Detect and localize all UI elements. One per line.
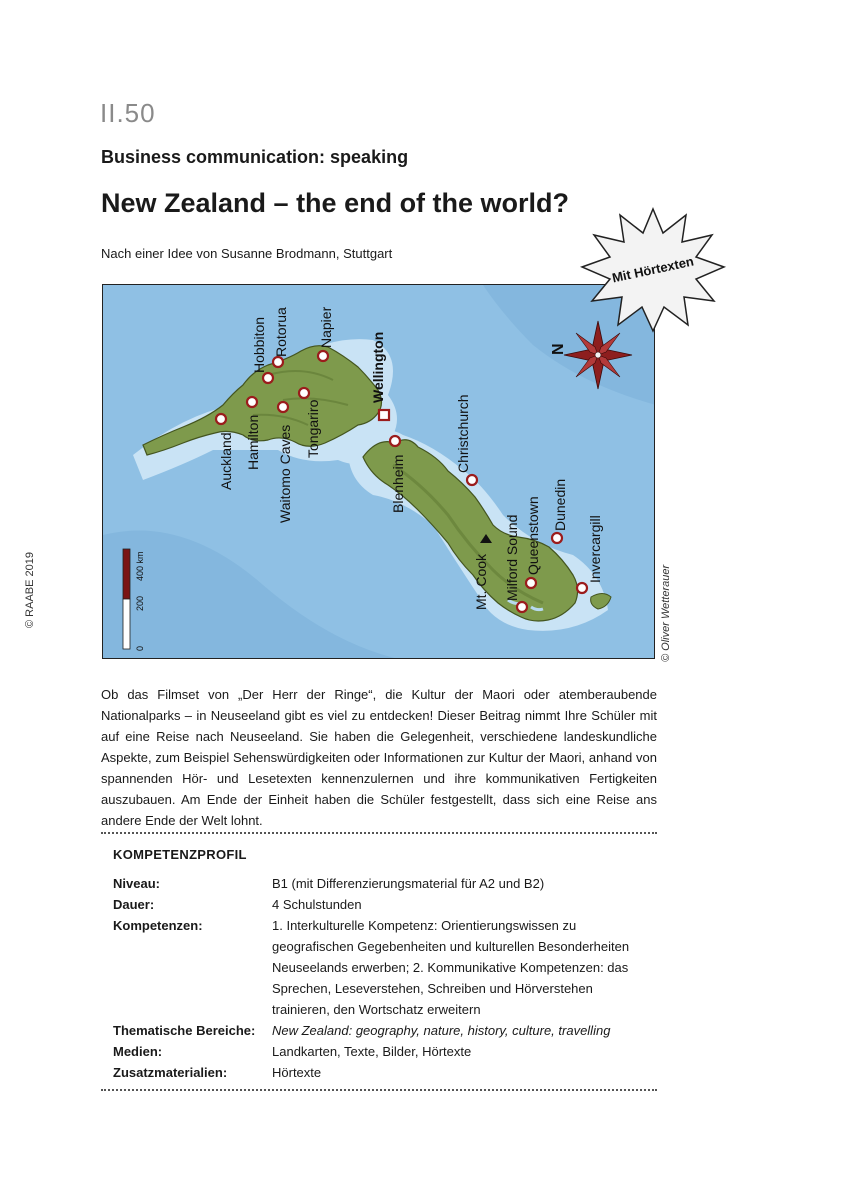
marker-wellington — [379, 410, 389, 420]
scale-label-400: 400 km — [135, 551, 145, 581]
thematisch-value: New Zealand: geography, nature, history, culture, travelling — [272, 1023, 611, 1038]
badge-label: Mit Hörtexten — [610, 253, 696, 286]
new-zealand-map — [102, 284, 655, 659]
credit-text: © Oliver Wetterauer — [660, 564, 672, 662]
dauer-value: 4 Schulstunden — [272, 897, 362, 912]
kompetenzen-value: 1. Interkulturelle Kompetenz: Orientierungswissen zu geografischen Gegebenheiten und kulturellen Besonderheiten Neuseelands erwerben; 2. Kommunikative Kompetenzen: das Sprechen, Leseverstehen, Schreiben und Hörverstehen trainieren, den Wortschatz erweitern — [272, 918, 630, 1017]
zusatz-label: Zusatzmaterialien: — [113, 1065, 228, 1080]
thematisch-label: Thematische Bereiche: — [113, 1023, 256, 1038]
zusatz-value: Hörtexte — [272, 1065, 322, 1080]
label-hobbiton: Hobbiton — [251, 316, 267, 373]
author-line: Nach einer Idee von Susanne Brodmann, Stuttgart — [101, 246, 393, 261]
marker-auckland — [216, 414, 226, 424]
label-mtcook: Mt. Cook — [473, 553, 489, 610]
marker-blenheim — [390, 436, 400, 446]
north-label: N — [550, 343, 567, 355]
hoertexte-badge — [578, 205, 728, 335]
medien-label: Medien: — [113, 1044, 163, 1059]
scale-label-0: 0 — [135, 645, 145, 651]
label-rotorua: Rotorua — [273, 307, 289, 357]
label-waitomo: Waitomo Caves — [277, 424, 293, 523]
dauer-label: Dauer: — [113, 897, 155, 912]
label-hamilton: Hamilton — [245, 414, 261, 470]
label-napier: Napier — [318, 306, 334, 348]
label-invercargill: Invercargill — [587, 515, 603, 583]
category-heading: Business communication: speaking — [101, 147, 409, 167]
copyright-text: © RAABE 2019 — [24, 552, 36, 628]
marker-christchurch — [467, 475, 477, 485]
marker-tongariro — [299, 388, 309, 398]
label-tongariro: Tongariro — [305, 399, 321, 458]
kompetenzen-label: Kompetenzen: — [113, 918, 203, 933]
niveau-value: B1 (mit Differenzierungsmaterial für A2 und B2) — [272, 876, 545, 891]
marker-queenstown — [526, 578, 536, 588]
label-auckland: Auckland — [218, 432, 234, 490]
label-christchurch: Christchurch — [455, 394, 471, 473]
label-wellington: Wellington — [370, 331, 386, 403]
label-blenheim: Blenheim — [390, 454, 406, 513]
label-queenstown: Queenstown — [525, 496, 541, 575]
kompetenzprofil-heading: KOMPETENZPROFIL — [113, 847, 247, 862]
page-title: New Zealand – the end of the world? — [101, 188, 570, 218]
scale-label-200: 200 — [135, 595, 145, 611]
medien-value: Landkarten, Texte, Bilder, Hörtexte — [272, 1044, 472, 1059]
niveau-label: Niveau: — [113, 876, 160, 891]
marker-rotorua — [273, 357, 283, 367]
label-milford: Milford Sound — [504, 514, 520, 601]
marker-napier — [318, 351, 328, 361]
divider-bottom — [101, 1089, 657, 1091]
divider-top — [101, 832, 657, 834]
marker-dunedin — [552, 533, 562, 543]
marker-waitomo — [278, 402, 288, 412]
label-dunedin: Dunedin — [552, 478, 568, 531]
unit-code: II.50 — [100, 98, 156, 128]
intro-paragraph: Ob das Filmset von „Der Herr der Ringe“, die Kultur der Maori oder atemberaubende Nationalparks – in Neuseeland gibt es viel zu entdecken! Dieser Beitrag nimmt Ihre Schüler mit auf eine Reise nach Neuseeland. Sie haben die Gelegenheit, verschiedene landeskundliche Aspekte, zum Beispiel Sehenswürdigkeiten oder Informationen zur Kultur der Maori, anhand von spannenden Hör- und Lesetexten kennenzulernen und ihre kommunikativen Fertigkeiten auszubauen. Am Ende der Einheit haben die Schüler festgestellt, dass sich eine Reise ans andere Ende der Welt lohnt. — [101, 687, 657, 828]
marker-milford — [517, 602, 527, 612]
marker-hamilton — [247, 397, 257, 407]
marker-invercargill — [577, 583, 587, 593]
marker-hobbiton — [263, 373, 273, 383]
